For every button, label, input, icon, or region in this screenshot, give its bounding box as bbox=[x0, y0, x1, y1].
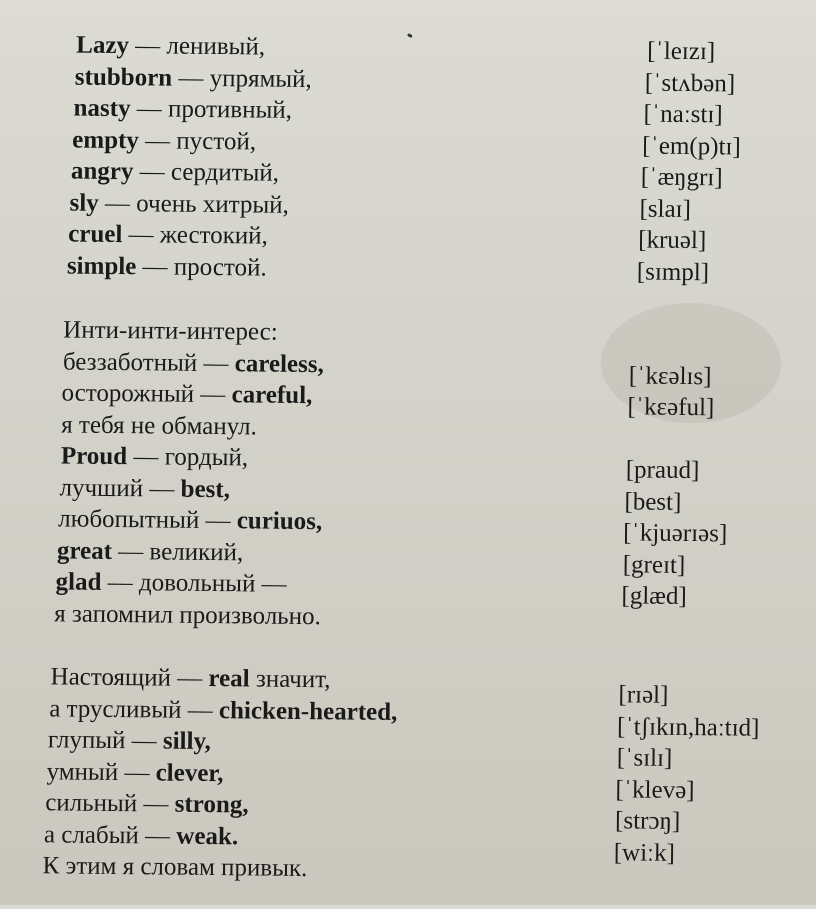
english-word: Proud bbox=[60, 442, 128, 471]
transcription: [strɔŋ] bbox=[614, 807, 681, 835]
english-word: glad bbox=[55, 568, 102, 596]
dash: — bbox=[199, 506, 237, 535]
english-word: angry bbox=[70, 157, 134, 186]
russian-tail: значит, bbox=[249, 665, 331, 694]
dash: — bbox=[170, 664, 209, 693]
russian-word: сильный bbox=[45, 789, 138, 818]
english-word: simple bbox=[66, 252, 137, 280]
dash: — bbox=[128, 32, 167, 60]
dash: — bbox=[133, 158, 172, 186]
transcription: [ˈnaːstɪ] bbox=[643, 100, 723, 129]
russian-word: ленивый, bbox=[166, 32, 266, 61]
english-word: best, bbox=[180, 475, 231, 503]
stanza-1 bbox=[2, 29, 816, 290]
english-word: careful, bbox=[231, 381, 313, 410]
transcription: [sɪmpl] bbox=[636, 257, 710, 286]
transcription: [glæd] bbox=[621, 582, 687, 611]
dash: — bbox=[137, 790, 175, 818]
russian-word: лучший bbox=[59, 473, 144, 502]
transcription: [rɪəl] bbox=[618, 681, 669, 709]
transcription: [greɪt] bbox=[622, 550, 686, 579]
russian-word: довольный — bbox=[138, 569, 287, 598]
english-word: careless, bbox=[234, 349, 324, 378]
russian-word: глупый bbox=[47, 726, 126, 755]
russian-word: любопытный bbox=[58, 505, 200, 534]
plain-line: я тебя не обманул. bbox=[61, 410, 257, 440]
transcription: [ˈkɛəlɪs] bbox=[628, 361, 712, 390]
dash: — bbox=[122, 221, 161, 249]
transcription: [ˈæŋgrɪ] bbox=[640, 163, 723, 192]
russian-word: жестокий, bbox=[159, 221, 269, 250]
english-word: strong, bbox=[174, 790, 249, 819]
dash: — bbox=[130, 95, 169, 123]
russian-word: упрямый, bbox=[209, 64, 312, 93]
russian-word: умный bbox=[46, 757, 119, 786]
transcription: [ˈem(p)tɪ] bbox=[642, 132, 741, 161]
dash: — bbox=[101, 568, 140, 597]
russian-word: пустой, bbox=[176, 127, 257, 155]
stanza-2 bbox=[0, 314, 816, 638]
english-word: silly, bbox=[162, 727, 212, 756]
dash: — bbox=[197, 349, 235, 377]
transcription: [ˈstʌbən] bbox=[644, 69, 736, 97]
plain-line: Инти-инти-интерес: bbox=[63, 316, 278, 346]
transcription: [ˈleɪzɪ] bbox=[647, 37, 716, 66]
transcription: [ˈkɛəful] bbox=[627, 393, 715, 422]
english-word: great bbox=[56, 536, 113, 565]
transcription: [best] bbox=[624, 487, 682, 516]
dash: — bbox=[136, 252, 175, 281]
english-word: nasty bbox=[73, 94, 131, 123]
russian-word: беззаботный bbox=[62, 347, 198, 377]
russian-word: Настоящий bbox=[50, 663, 172, 692]
english-word: clever, bbox=[155, 758, 224, 787]
english-word: Lazy bbox=[76, 31, 130, 60]
transcription: [ˈsɪlɪ] bbox=[616, 744, 673, 772]
english-word: weak. bbox=[176, 822, 239, 850]
dash: — bbox=[138, 126, 177, 155]
english-word: stubborn bbox=[74, 63, 173, 92]
stanza-3 bbox=[0, 661, 814, 890]
russian-word: а трусливый bbox=[49, 694, 182, 724]
russian-word: сердитый, bbox=[170, 158, 280, 187]
dash: — bbox=[193, 380, 232, 409]
dash: — bbox=[127, 443, 165, 471]
transcription: [slaɪ] bbox=[639, 194, 692, 223]
russian-word: очень хитрый, bbox=[136, 189, 289, 219]
dash: — bbox=[111, 537, 150, 565]
russian-word: простой. bbox=[173, 253, 267, 282]
russian-word: противный, bbox=[167, 95, 293, 124]
dash: — bbox=[118, 758, 156, 786]
dash: — bbox=[125, 727, 164, 755]
dash: — bbox=[181, 696, 220, 724]
russian-word: а слабый bbox=[43, 820, 140, 849]
plain-line: я запомнил произвольно. bbox=[54, 599, 321, 630]
russian-word: гордый, bbox=[164, 443, 249, 472]
dash: — bbox=[98, 189, 137, 217]
english-word: sly bbox=[69, 189, 99, 217]
english-word: chicken-hearted, bbox=[218, 696, 398, 726]
english-word: curiuos, bbox=[236, 507, 323, 536]
plain-line: К этим я словам привык. bbox=[42, 852, 308, 883]
russian-word: великий, bbox=[149, 537, 244, 566]
transcription: [praud] bbox=[625, 456, 700, 485]
dash: — bbox=[138, 821, 177, 850]
russian-word: осторожный bbox=[61, 379, 195, 408]
transcription: [wiːk] bbox=[613, 838, 676, 867]
transcription: [ˈtʃɪkɪn,haːtɪd] bbox=[616, 712, 760, 742]
english-word: real bbox=[208, 665, 250, 693]
transcription: [ˈklevə] bbox=[615, 775, 695, 804]
dash: — bbox=[143, 474, 181, 503]
english-word: cruel bbox=[68, 220, 123, 249]
dash: — bbox=[172, 64, 210, 92]
english-word: empty bbox=[72, 126, 140, 154]
transcription: [kruəl] bbox=[638, 226, 707, 255]
transcription: [ˈkjuərɪəs] bbox=[623, 519, 728, 548]
